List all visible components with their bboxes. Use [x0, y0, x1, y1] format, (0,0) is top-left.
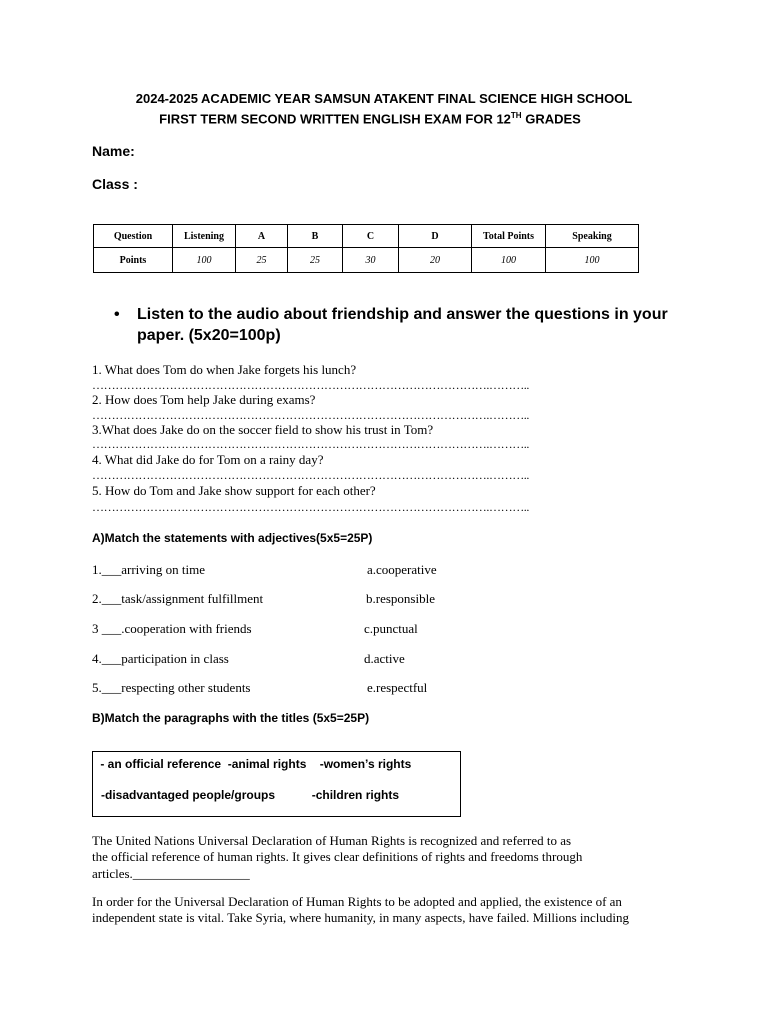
answer-line-4: ………………………………………………………………………………………….………..	[92, 468, 530, 482]
table-header-cell: Question	[94, 225, 173, 248]
exam-title-line-1: 2024-2025 ACADEMIC YEAR SAMSUN ATAKENT FINAL SCIENCE HIGH SCHOOL	[135, 91, 633, 106]
titles-box-line-2: -disadvantaged people/groups -children rights	[101, 788, 400, 802]
statement-1: 1.___arriving on time	[92, 562, 206, 577]
paragraph-1-line-3: articles.__________________	[92, 866, 250, 881]
adjective-c: c.punctual	[364, 621, 418, 636]
question-4: 4. What did Jake do for Tom on a rainy day?	[92, 452, 324, 467]
paragraph-2-line-2: independent state is vital. Take Syria, where humanity, in many aspects, have failed. Millions including	[92, 910, 630, 925]
answer-line-1: ………………………………………………………………………………………….………..	[92, 378, 530, 392]
table-row	[94, 248, 639, 273]
paragraph-2-line-1: In order for the Universal Declaration of Human Rights to be adopted and applied, the existence of an	[92, 894, 622, 909]
answer-line-3: ………………………………………………………………………………………….………..	[92, 437, 530, 451]
question-1: 1. What does Tom do when Jake forgets his lunch?	[92, 362, 357, 377]
adjective-b: b.responsible	[366, 591, 435, 606]
name-field-label: Name:	[92, 143, 135, 159]
exam-title-text: FIRST TERM SECOND WRITTEN ENGLISH EXAM FOR 12	[159, 111, 511, 127]
paragraph-2	[92, 894, 692, 926]
table-header-cell: Listening	[173, 225, 236, 248]
section-a-title: A)Match the statements with adjectives(5x5=25P)	[92, 531, 373, 545]
bullet-icon: •	[114, 306, 120, 323]
paragraph-1	[92, 833, 672, 882]
table-cell: 30	[343, 248, 399, 273]
question-3: 3.What does Jake do on the soccer field to show his trust in Tom?	[92, 422, 434, 437]
table-header-cell: B	[288, 225, 343, 248]
table-header-cell: A	[236, 225, 288, 248]
points-table	[93, 224, 639, 273]
paragraph-1-line-1: The United Nations Universal Declaration of Human Rights is recognized and referred to as	[92, 833, 572, 848]
section-b-title: B)Match the paragraphs with the titles (5x5=25P)	[92, 711, 370, 725]
answer-line-5: ………………………………………………………………………………………….………..	[92, 500, 530, 514]
adjective-a: a.cooperative	[367, 562, 437, 577]
table-cell: Points	[94, 248, 173, 273]
paragraph-1-line-2: the official reference of human rights. It gives clear definitions of rights and freedoms through	[92, 849, 583, 864]
table-cell: 20	[399, 248, 472, 273]
adjective-d: d.active	[364, 651, 405, 666]
table-cell: 100	[173, 248, 236, 273]
table-header-cell: D	[399, 225, 472, 248]
adjective-e: e.respectful	[367, 680, 428, 695]
exam-title-suffix: GRADES	[521, 111, 581, 127]
table-cell: 25	[236, 248, 288, 273]
statement-3: 3 ___.cooperation with friends	[92, 621, 252, 636]
question-2: 2. How does Tom help Jake during exams?	[92, 392, 316, 407]
table-header-cell: C	[343, 225, 399, 248]
table-header-cell: Speaking	[546, 225, 639, 248]
statement-4: 4.___participation in class	[92, 651, 229, 666]
statement-2: 2.___task/assignment fulfillment	[92, 591, 264, 606]
exam-title-line-2	[0, 111, 754, 126]
statement-5: 5.___respecting other students	[92, 680, 251, 695]
table-cell: 100	[472, 248, 546, 273]
table-header-cell: Total Points	[472, 225, 546, 248]
table-cell: 25	[288, 248, 343, 273]
class-field-label: Class :	[92, 176, 138, 192]
listening-instruction: Listen to the audio about friendship and answer the questions in your paper. (5x20=100p)	[137, 306, 668, 344]
question-5: 5. How do Tom and Jake show support for each other?	[92, 483, 376, 498]
table-cell: 100	[546, 248, 639, 273]
titles-box	[92, 751, 461, 817]
answer-line-2: ………………………………………………………………………………………….………..	[92, 408, 530, 422]
table-header-row	[94, 225, 639, 248]
grade-superscript: TH	[510, 111, 522, 120]
titles-box-line-1: - an official reference -animal rights -women’s rights	[97, 757, 412, 771]
